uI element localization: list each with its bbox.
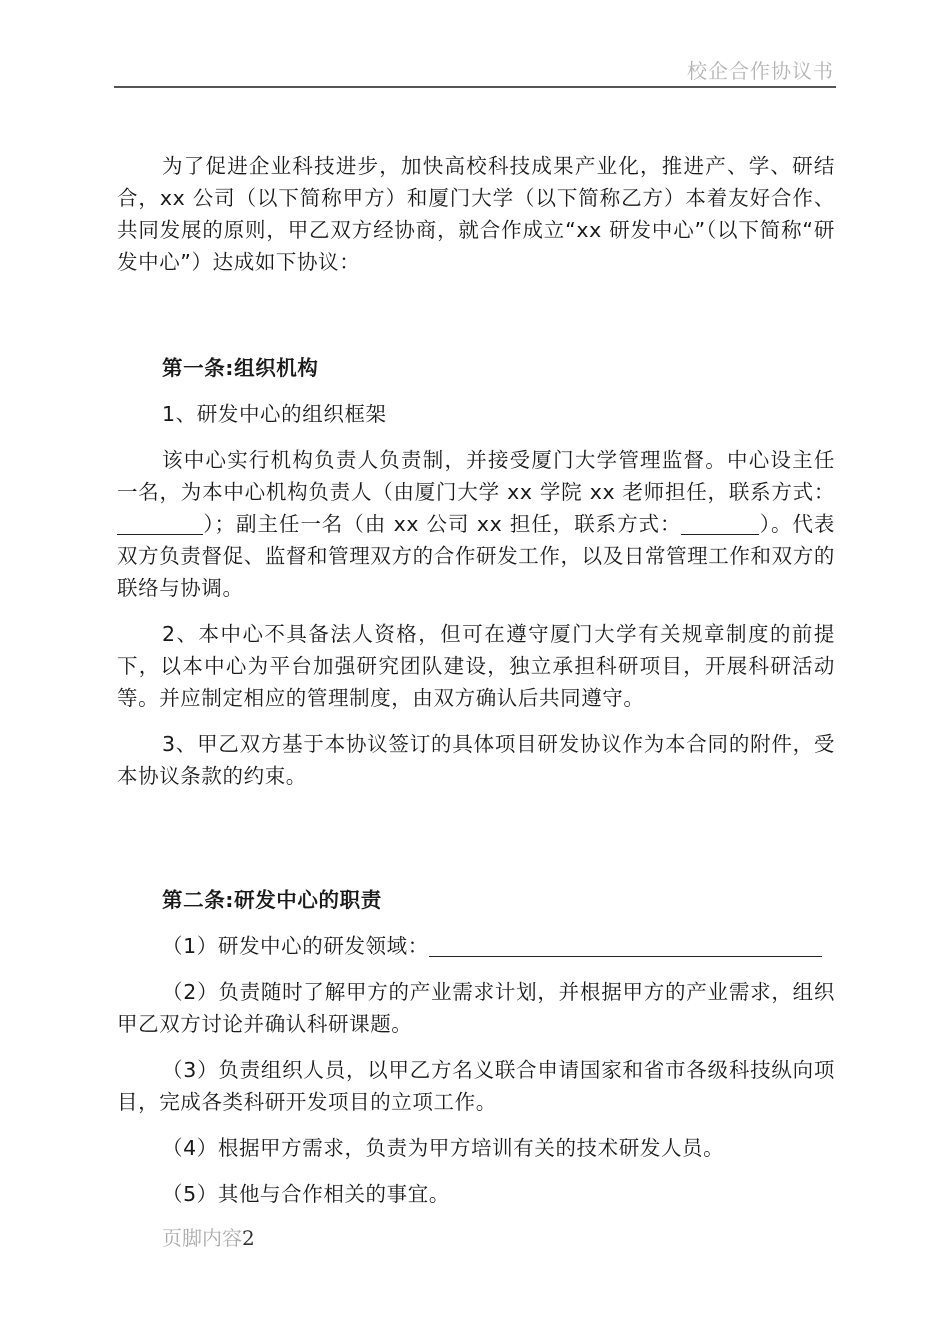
article1-para1: [117, 444, 835, 604]
footer-label: 页脚内容: [162, 1226, 242, 1250]
article1-item1: 1、研发中心的组织框架: [162, 402, 387, 426]
article2-item1: [117, 930, 835, 962]
article2-item2: （2）负责随时了解甲方的产业需求计划，并根据甲方的产业需求，组织甲乙双方讨论并确认科研课题。: [117, 980, 835, 1036]
header-title: 校企合作协议书: [687, 59, 834, 83]
article1-para1-c: ）。代表双方负责督促、监督和管理双方的合作研发工作，以及日常管理工作和双方的联络与协调。: [117, 512, 836, 600]
article1-para1-a: 该中心实行机构负责人负责制，并接受厦门大学管理监督。中心设主任一名，为本中心机构负责人（由厦门大学 xx 学院 xx 老师担任，联系方式：: [117, 448, 835, 504]
article2-heading: 第二条:研发中心的职责: [162, 888, 382, 912]
page-footer: [162, 1222, 255, 1251]
article1-para2: 2、本中心不具备法人资格，但可在遵守厦门大学有关规章制度的前提下，以本中心为平台加强研究团队建设，独立承担科研项目，开展科研活动等。并应制定相应的管理制度，由双方确认后共同遵守。: [117, 622, 835, 710]
contact-blank-1: [117, 512, 203, 535]
article2-item5: （5）其他与合作相关的事宜。: [162, 1182, 450, 1206]
research-field-blank: [429, 934, 822, 957]
intro-paragraph: 为了促进企业科技进步，加快高校科技成果产业化，推进产、学、研结合，xx 公司（以下简称甲方）和厦门大学（以下简称乙方）本着友好合作、共同发展的原则，甲乙双方经协商，就合作成立“xx 研发中心”（以下简称“研发中心”）达成如下协议：: [117, 154, 835, 274]
article2-item1-label: （1）研发中心的研发领域：: [162, 934, 429, 958]
page-number: 2: [242, 1226, 255, 1250]
article1-heading: 第一条:组织机构: [162, 356, 319, 380]
header-divider: [114, 86, 836, 88]
article1-para3: 3、甲乙双方基于本协议签订的具体项目研发协议作为本合同的附件，受本协议条款的约束。: [117, 732, 835, 788]
contact-blank-2: [681, 512, 759, 535]
article2-item4: （4）根据甲方需求，负责为甲方培训有关的技术研发人员。: [162, 1136, 725, 1160]
article1-para1-b: ）；副主任一名（由 xx 公司 xx 担任，联系方式：: [203, 512, 682, 536]
document-body: [117, 150, 835, 1210]
article2-item3: （3）负责组织人员，以甲乙方名义联合申请国家和省市各级科技纵向项目，完成各类科研开发项目的立项工作。: [117, 1058, 835, 1114]
